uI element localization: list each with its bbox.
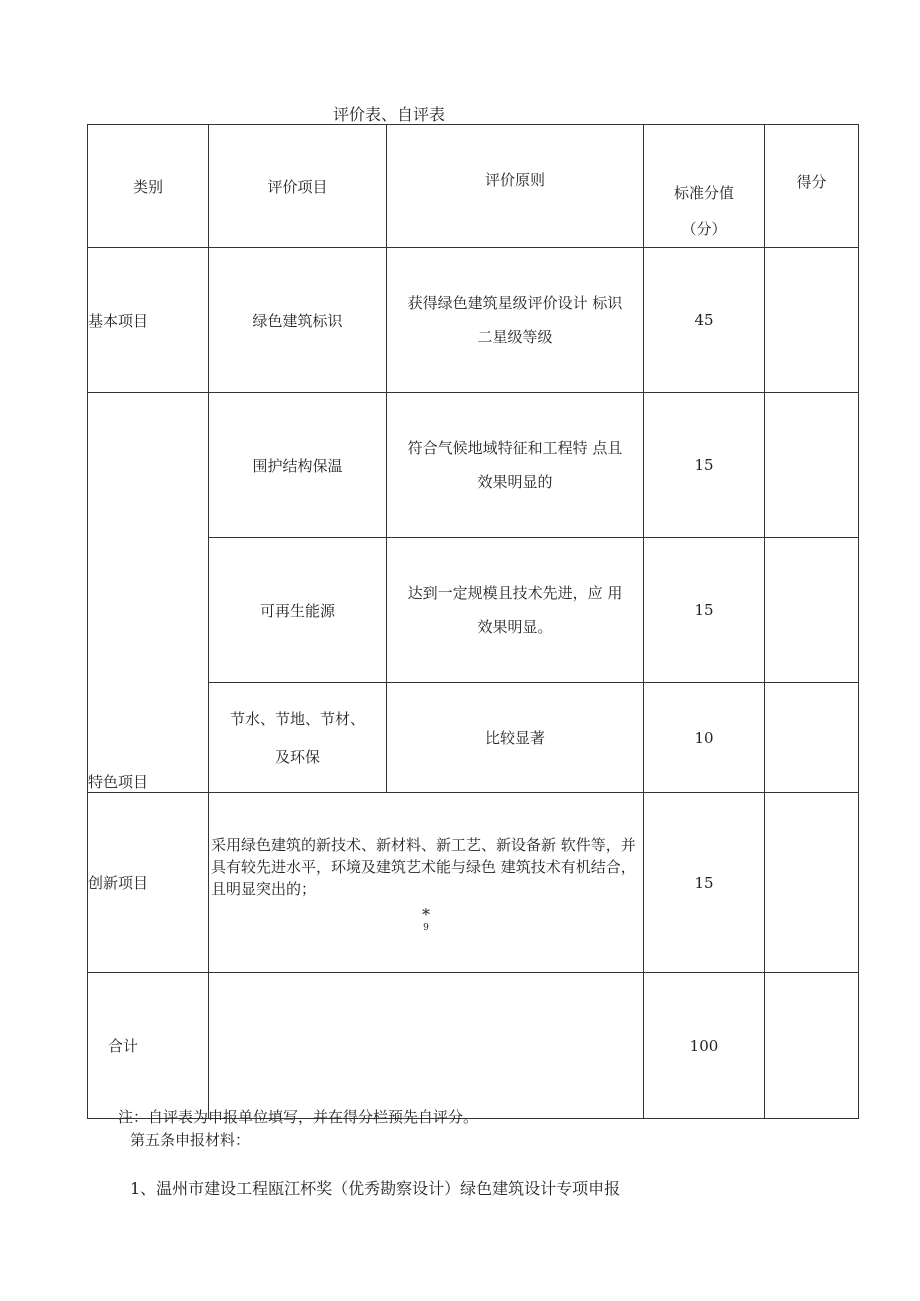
cell-basic-category [88,248,209,393]
basic-standard-value: 45 [694,311,714,329]
basic-category-label: 基本项目 [88,311,149,330]
header-item-label: 评价项目 [267,177,328,196]
renewable-standard-value: 15 [694,601,714,619]
feature-category-label: 特色项目 [88,773,149,791]
renewable-principle-line1: 达到一定规模且技术先进，应 用 [407,584,623,602]
insulation-principle-line1: 符合气候地域特征和工程特 点且 [407,439,623,457]
cell-saving-principle [387,683,644,793]
cell-saving-item [209,683,387,793]
saving-principle-label: 比较显著 [484,729,545,747]
innovation-principle-text: 采用绿色建筑的新技术、新材料、新工艺、新设备新 软件等，并具有较先进水平，环境及建筑艺术能与绿色 建筑技术有机结合，且明显突出的； [211,835,636,898]
cell-innovation-score[interactable] [765,793,859,973]
cell-insulation-item [209,393,387,538]
table-row-basic [88,248,859,393]
saving-item-line1: 节水、节地、节材、 [229,709,365,728]
header-standard-line1: 标准分值 [673,184,734,202]
renewable-principle-line2: 效果明显。 [477,618,553,636]
article-heading: 第五条申报材料： [130,1131,251,1149]
table-header-row [88,125,859,248]
header-principle-label: 评价原则 [484,171,545,189]
insulation-item-label: 围护结构保温 [252,456,343,475]
insulation-principle-line2: 效果明显的 [477,473,553,491]
basic-principle-line2: 二星级等级 [477,328,553,346]
cell-saving-standard [644,683,765,793]
innovation-small-mark: 9 [423,922,429,933]
cell-insulation-principle [387,393,644,538]
header-score [765,125,859,248]
cell-renewable-item [209,538,387,683]
renewable-item-label: 可再生能源 [259,601,335,620]
insulation-standard-value: 15 [694,456,714,474]
cell-insulation-score[interactable] [765,393,859,538]
cell-basic-standard [644,248,765,393]
innovation-star-mark: * [422,904,430,924]
total-category-label: 合计 [108,1037,139,1055]
cell-renewable-standard [644,538,765,683]
cell-total-blank [209,973,644,1119]
cell-insulation-standard [644,393,765,538]
header-principle [387,125,644,248]
cell-basic-principle [387,248,644,393]
header-standard [644,125,765,248]
innovation-category-label: 创新项目 [88,874,149,892]
cell-total-standard [644,973,765,1119]
table-row-insulation [88,393,859,538]
table-note: 注：自评表为申报单位填写，并在得分栏预先自评分。 [118,1108,479,1126]
cell-innovation-principle [209,793,644,973]
table-caption: 评价表、自评表 [333,105,446,124]
header-category-label: 类别 [132,177,163,196]
basic-principle-line1: 获得绿色建筑星级评价设计 标识 [407,294,623,312]
basic-item-label: 绿色建筑标识 [252,311,343,330]
evaluation-table [87,124,859,1119]
header-score-label: 得分 [796,173,827,191]
header-standard-line2: （分） [681,220,727,238]
innovation-standard-value: 15 [694,873,714,892]
total-standard-value: 100 [689,1036,719,1055]
header-item [209,125,387,248]
cell-innovation-category [88,793,209,973]
cell-saving-score[interactable] [765,683,859,793]
table-row-innovation [88,793,859,973]
cell-renewable-principle [387,538,644,683]
cell-basic-score[interactable] [765,248,859,393]
saving-standard-value: 10 [694,728,714,747]
saving-item-line2: 及环保 [274,747,320,766]
cell-basic-item [209,248,387,393]
list-item-1: 1、温州市建设工程瓯江杯奖（优秀勘察设计）绿色建筑设计专项申报 [130,1179,621,1198]
cell-renewable-score[interactable] [765,538,859,683]
cell-feature-category [88,393,209,793]
table-row-total [88,973,859,1119]
cell-total-category [88,973,209,1119]
header-category [88,125,209,248]
cell-innovation-standard [644,793,765,973]
cell-total-score[interactable] [765,973,859,1119]
